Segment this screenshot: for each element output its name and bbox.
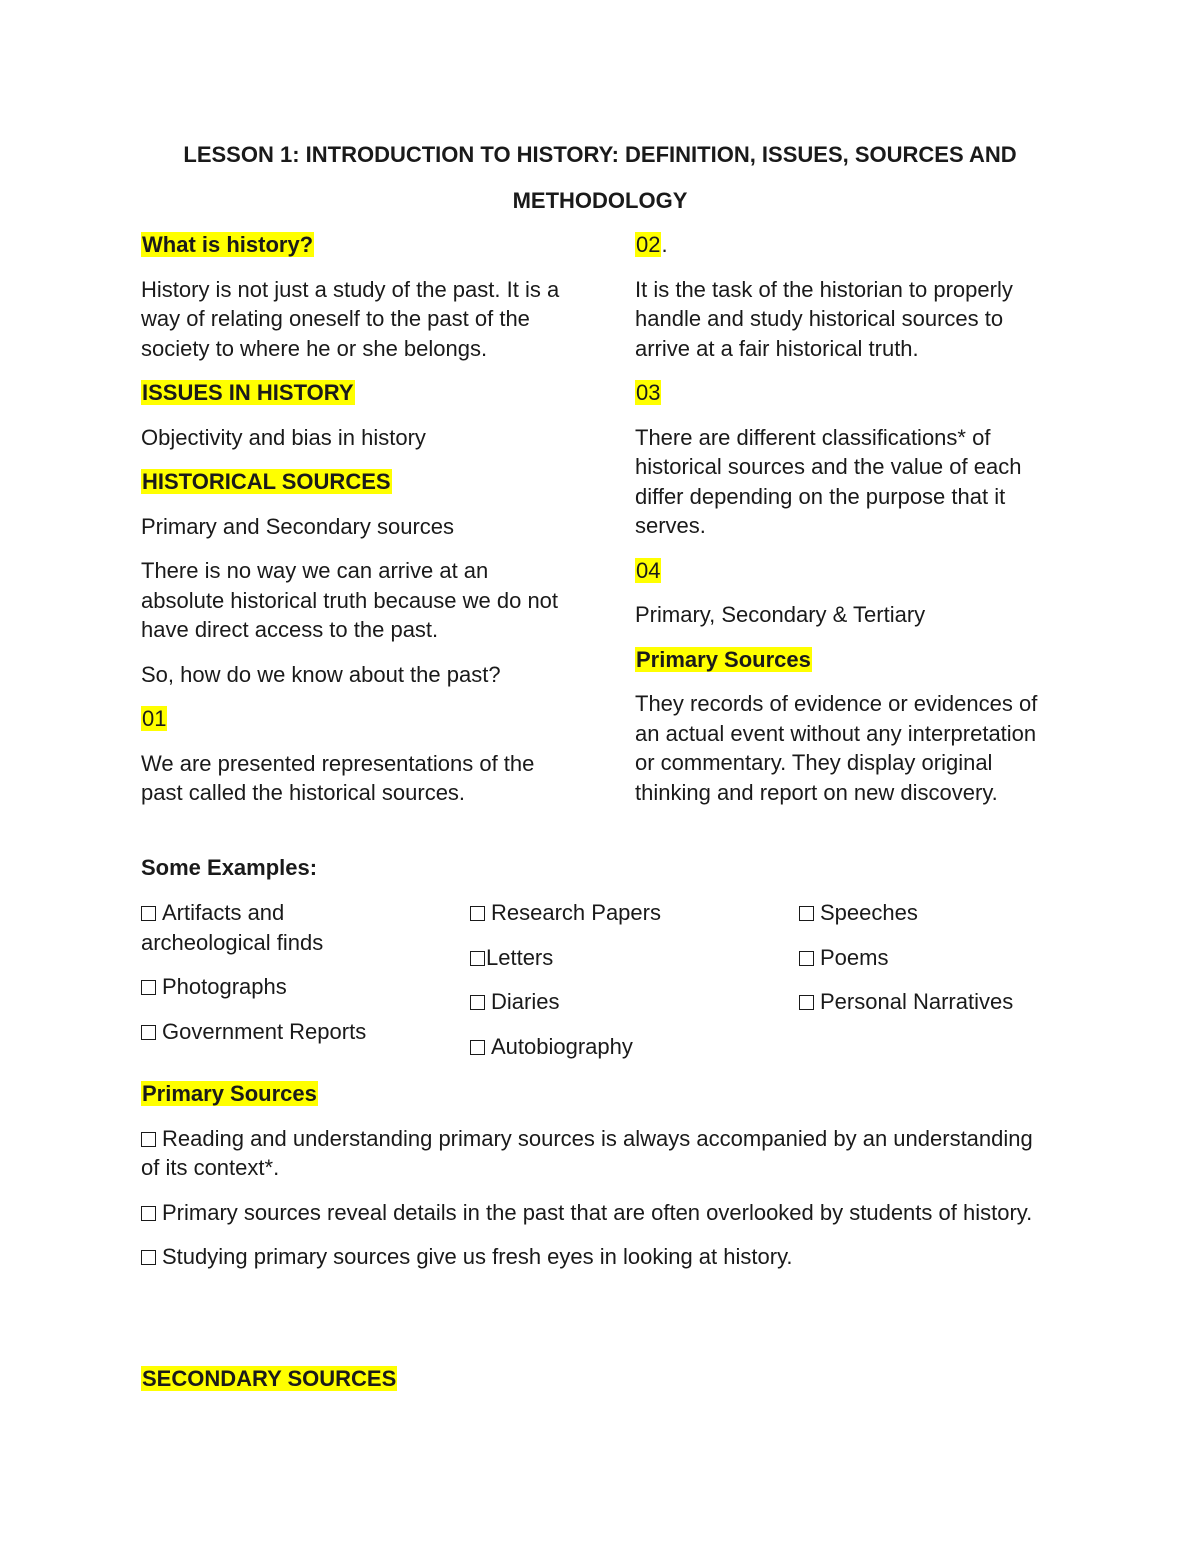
- example-label: Personal Narratives: [820, 989, 1014, 1014]
- example-label: Poems: [820, 944, 889, 970]
- example-item: [799, 898, 1069, 928]
- checkbox-icon: [141, 980, 156, 995]
- examples-heading: [141, 853, 317, 883]
- page-title: [130, 132, 1070, 224]
- primary-bullet: [141, 1124, 1041, 1183]
- examples-column-3: [799, 898, 1069, 1032]
- history-definition: History is not just a study of the past. It is a way of relating oneself to the past of the society to where he or she belongs.: [141, 276, 560, 361]
- checkbox-icon: [799, 906, 814, 921]
- example-label: Photographs: [162, 974, 287, 999]
- primary-bullet: [141, 1242, 1041, 1272]
- checkbox-icon: [141, 1132, 156, 1147]
- historical-sources-heading: HISTORICAL SOURCES: [142, 469, 391, 494]
- title-line-1: LESSON 1: INTRODUCTION TO HISTORY: DEFINITION, ISSUES, SOURCES AND: [183, 142, 1017, 167]
- what-is-history-heading: What is history?: [142, 232, 314, 257]
- example-label: Research Papers: [491, 900, 661, 925]
- primary-sources-heading-2: Primary Sources: [142, 1081, 317, 1106]
- issues-text: Objectivity and bias in history: [141, 424, 426, 450]
- checkbox-icon: [141, 1250, 156, 1265]
- number-02: 02: [636, 232, 661, 257]
- primary-bullet-text: Reading and understanding primary sources is always accompanied by an understanding of its context*.: [141, 1125, 1033, 1180]
- no-way-text: There is no way we can arrive at an absolute historical truth because we do not have direct access to the past.: [141, 558, 559, 642]
- example-item: [799, 987, 1069, 1017]
- so-how-text: So, how do we know about the past?: [141, 661, 501, 687]
- left-column: [141, 230, 571, 823]
- checkbox-icon: [470, 906, 485, 921]
- example-item: [141, 898, 391, 957]
- right-column: [635, 230, 1055, 822]
- checkbox-icon: [799, 995, 814, 1010]
- example-item: [470, 1032, 760, 1062]
- examples-heading-text: Some Examples:: [141, 855, 318, 880]
- point-03-text: There are different classifications* of historical sources and the value of each differ depending on the purpose that it serves.: [635, 424, 1022, 538]
- examples-column-2: [470, 898, 760, 1076]
- examples-column-1: [141, 898, 391, 1061]
- secondary-sources-section: [141, 1364, 1041, 1394]
- checkbox-icon: [141, 906, 156, 921]
- example-item: [141, 1017, 391, 1047]
- number-01: 01: [142, 706, 167, 731]
- point-02-text: It is the task of the historian to properly handle and study historical sources to arrive at a fair historical truth.: [635, 276, 1013, 361]
- example-label: Government Reports: [162, 1018, 367, 1044]
- point-04-text: Primary, Secondary & Tertiary: [635, 602, 926, 627]
- example-item: [470, 943, 760, 973]
- number-03: 03: [636, 380, 661, 405]
- example-label: Speeches: [820, 900, 918, 925]
- point-01-text: We are presented representations of the past called the historical sources.: [141, 750, 535, 805]
- issues-heading: ISSUES IN HISTORY: [142, 380, 354, 405]
- checkbox-icon: [470, 1040, 485, 1055]
- example-item: [141, 972, 391, 1002]
- primary-sources-text: They records of evidence or evidences of an actual event without any interpretation or commentary. They display original thinking and report on new discovery.: [635, 691, 1038, 805]
- example-label: Artifacts and archeological finds: [141, 900, 324, 955]
- example-label: Letters: [486, 944, 554, 970]
- number-04: 04: [636, 557, 661, 583]
- primary-sources-section: [141, 1079, 1041, 1287]
- checkbox-icon: [141, 1025, 156, 1040]
- example-item: [470, 987, 760, 1017]
- title-line-2: METHODOLOGY: [512, 188, 688, 213]
- primary-bullet-text: Primary sources reveal details in the past that are often overlooked by students of history.: [162, 1199, 1033, 1225]
- primary-bullet-text: Studying primary sources give us fresh eyes in looking at history.: [162, 1244, 793, 1269]
- primary-bullet: [141, 1198, 1041, 1228]
- example-item: [799, 943, 1069, 973]
- checkbox-icon: [470, 995, 485, 1010]
- example-label: Autobiography: [491, 1033, 633, 1059]
- checkbox-icon: [470, 951, 485, 966]
- number-02-suffix: .: [661, 232, 668, 257]
- primary-secondary-text: Primary and Secondary sources: [141, 513, 455, 539]
- example-item: [470, 898, 760, 928]
- primary-sources-heading: Primary Sources: [636, 646, 811, 672]
- checkbox-icon: [799, 951, 814, 966]
- checkbox-icon: [141, 1206, 156, 1221]
- secondary-sources-heading: SECONDARY SOURCES: [142, 1366, 397, 1391]
- example-label: Diaries: [491, 989, 560, 1014]
